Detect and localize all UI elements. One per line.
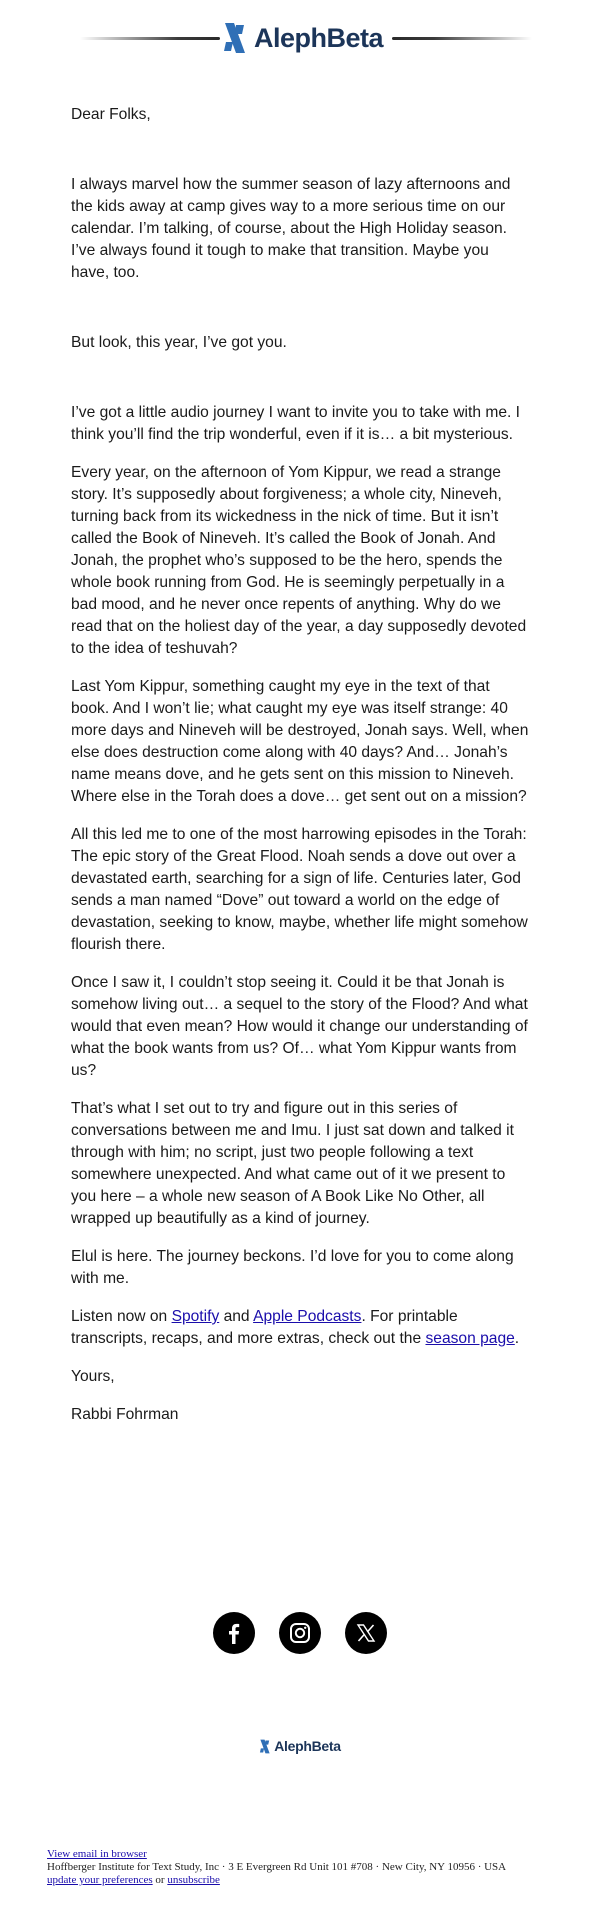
listen-and: and: [219, 1308, 254, 1325]
letter-body: [71, 104, 531, 1442]
season-page-link[interactable]: season page: [425, 1330, 515, 1347]
paragraph-8: That’s what I set out to try and figure out in this series of conversations between me and Imu. I just sat down and talked it through with him; no script, just two people following a text somewhere unexpected. And what came out of it we present to you here – a whole new season of A Book Like No Other, all wrapped up beautifully as a kind of journey.: [71, 1100, 514, 1227]
footer-brand-name: AlephBeta: [274, 1738, 341, 1754]
greeting: Dear Folks,: [71, 106, 151, 123]
closing: Yours,: [71, 1368, 115, 1385]
email-footer: [47, 1848, 567, 1887]
paragraph-4: Every year, on the afternoon of Yom Kippur, we read a strange story. It’s supposedly about forgiveness; a whole city, Nineveh, turning back from its wickedness in the nick of time. But it isn’t called the Book of Nineveh. It’s called the Book of Jonah. And Jonah, the prophet who’s supposed to be the hero, spends the whole book running from God. He is seemingly perpetually in a bad mood, and he never once repents of anything. Why do we read that on the holiest day of the year, a day supposedly devoted to the idea of teshuvah?: [71, 464, 527, 657]
alephbeta-mark-icon: [222, 22, 248, 54]
footer-address: Hoffberger Institute for Text Study, Inc · 3 E Evergreen Rd Unit 101 #708 · New City, NY 10956 · USA: [47, 1861, 507, 1873]
listen-paragraph: [71, 1306, 531, 1350]
paragraph-5: Last Yom Kippur, something caught my eye in the text of that book. And I won’t lie; what caught my eye was itself strange: 40 more days and Nineveh will be destroyed, Jonah says. Well, when else does destruction come along with 40 days? And… Jonah’s name means dove, and he gets sent on this mission to Nineveh. Where else in the Torah does a dove… get sent out on a mission?: [71, 678, 529, 805]
apple-podcasts-link[interactable]: Apple Podcasts: [253, 1308, 362, 1325]
footer-logo[interactable]: [0, 1738, 600, 1754]
social-links: [0, 1612, 600, 1654]
paragraph-3: I’ve got a little audio journey I want to invite you to take with me. I think you’ll find the trip wonderful, even if it is… a bit mysterious.: [71, 404, 520, 443]
listen-mid: . For printable transcripts, recaps, and more extras, check out the: [71, 1308, 458, 1347]
header-rule-right: [392, 37, 532, 40]
alephbeta-mark-small-icon: [259, 1739, 271, 1754]
brand-name: AlephBeta: [254, 22, 384, 53]
view-in-browser-link[interactable]: View email in browser: [47, 1848, 147, 1860]
signature: Rabbi Fohrman: [71, 1406, 179, 1423]
paragraph-2: But look, this year, I’ve got you.: [71, 334, 287, 351]
instagram-icon[interactable]: [279, 1612, 321, 1654]
paragraph-6: All this led me to one of the most harrowing episodes in the Torah: The epic story of the Great Flood. Noah sends a dove out over a devastated earth, searching for a sign of life. Centuries later, God sends a man named “Dove” out toward a world on the edge of devastation, seeking to know, maybe, whether life might somehow flourish there.: [71, 826, 528, 953]
email-header: [0, 16, 600, 60]
paragraph-7: Once I saw it, I couldn’t stop seeing it. Could it be that Jonah is somehow living out… a sequel to the story of the Flood? And what would that even mean? How would it change our understanding of what the book wants from us? Of… what Yom Kippur wants from us?: [71, 974, 528, 1079]
listen-end: .: [514, 1330, 520, 1347]
facebook-icon[interactable]: [213, 1612, 255, 1654]
listen-prefix: Listen now on: [71, 1308, 172, 1325]
update-preferences-link[interactable]: update your preferences: [47, 1874, 153, 1886]
x-icon[interactable]: [345, 1612, 387, 1654]
footer-or: or: [152, 1874, 168, 1886]
unsubscribe-link[interactable]: unsubscribe: [167, 1874, 220, 1886]
header-rule-left: [80, 37, 220, 40]
alephbeta-logo[interactable]: [222, 18, 383, 58]
paragraph-1: I always marvel how the summer season of lazy afternoons and the kids away at camp gives way to a more serious time on our calendar. I’m talking, of course, about the High Holiday season. I’ve always found it tough to make that transition. Maybe you have, too.: [71, 176, 511, 281]
paragraph-9: Elul is here. The journey beckons. I’d love for you to come along with me.: [71, 1248, 514, 1287]
spotify-link[interactable]: Spotify: [171, 1308, 220, 1325]
